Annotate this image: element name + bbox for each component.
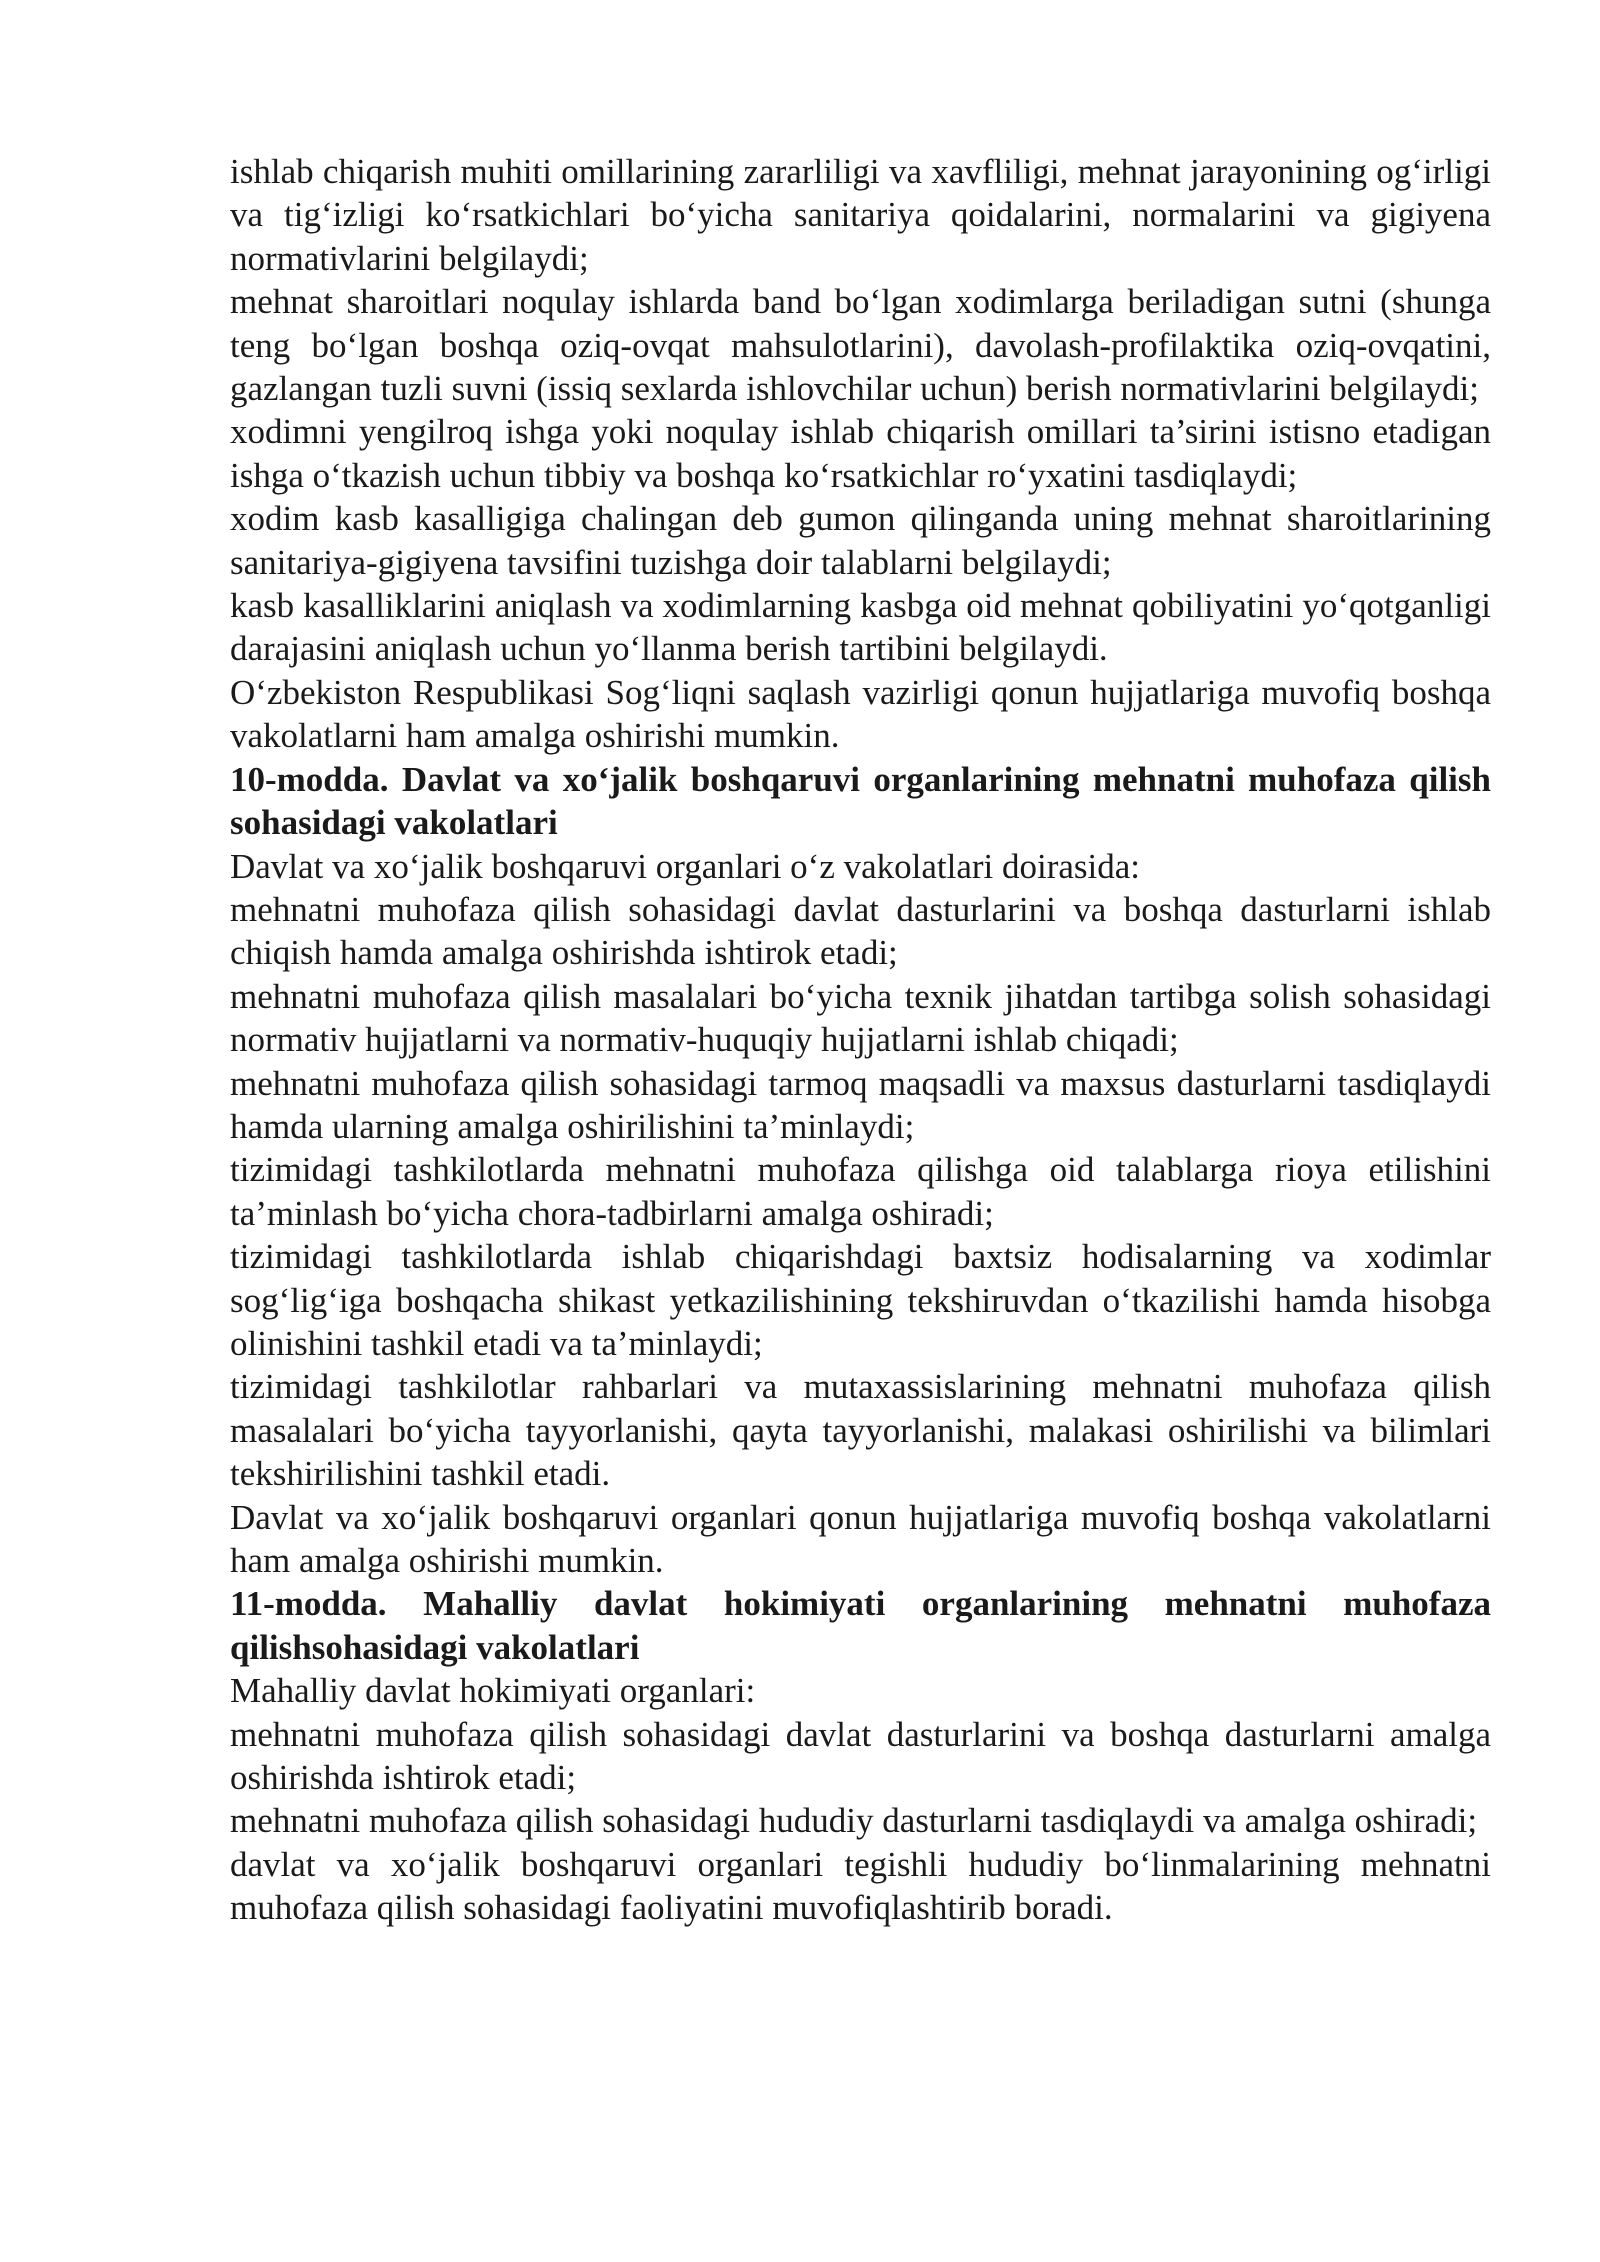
paragraph: davlat va xo‘jalik boshqaruvi organlari tegishli hududiy bo‘linmalarining mehnatni muhofaza qilish sohasidagi faoliyatini muvofiqlashtirib boradi. <box>230 1844 1491 1928</box>
paragraph: tizimidagi tashkilotlar rahbarlari va mutaxassislarining mehnatni muhofaza qilish masalalari bo‘yicha tayyorlanishi, qayta tayyorlanishi, malakasi oshirilishi va bilimlari tekshirilishini tashkil etadi. <box>230 1367 1491 1494</box>
paragraph: xodimni yengilroq ishga yoki noqulay ishlab chiqarish omillari ta’sirini istisno etadigan ishga o‘tkazish uchun tibbiy va boshqa ko‘rsatkichlar ro‘yxatini tasdiqlaydi; <box>230 412 1491 495</box>
paragraph: xodim kasb kasalligiga chalingan deb gumon qilinganda uning mehnat sharoitlarining sanitariya-gigiyena tavsifini tuzishga doir talablarni belgilaydi; <box>230 499 1491 582</box>
paragraph: kasb kasalliklarini aniqlash va xodimlarning kasbga oid mehnat qobiliyatini yo‘qotganligi darajasini aniqlash uchun yo‘llanma berish tartibini belgilaydi. <box>230 586 1491 669</box>
paragraph: tizimidagi tashkilotlarda mehnatni muhofaza qilishga oid talablarga rioya etilishini ta’minlash bo‘yicha chora-tadbirlarni amalga oshiradi; <box>230 1150 1491 1233</box>
paragraph: mehnatni muhofaza qilish sohasidagi davlat dasturlarini va boshqa dasturlarni ishlab chiqish hamda amalga oshirishda ishtirok etadi; <box>230 889 1491 973</box>
paragraph: mehnatni muhofaza qilish sohasidagi hududiy dasturlarni tasdiqlaydi va amalga oshiradi; <box>230 1801 1478 1841</box>
paragraph: O‘zbekiston Respublikasi Sog‘liqni saqlash vazirligi qonun hujjatlariga muvofiq boshqa vakolatlarni ham amalga oshirishi mumkin. <box>230 672 1491 756</box>
paragraph: mehnatni muhofaza qilish masalalari bo‘yicha texnik jihatdan tartibga solish sohasidagi normativ hujjatlarni va normativ-huquqiy hujjatlarni ishlab chiqadi; <box>230 976 1491 1060</box>
article-11-heading: 11-modda. Mahalliy davlat hokimiyati organlarining mehnatni muhofaza qilishsohasidagi vakolatlari <box>230 1584 1491 1667</box>
paragraph: Mahalliy davlat hokimiyati organlari: <box>230 1671 756 1711</box>
article-10-heading: 10-modda. Davlat va xo‘jalik boshqaruvi organlarining mehnatni muhofaza qilish sohasidagi vakolatlari <box>230 759 1491 843</box>
paragraph: mehnatni muhofaza qilish sohasidagi davlat dasturlarini va boshqa dasturlarni amalga oshirishda ishtirok etadi; <box>230 1714 1491 1798</box>
paragraph: tizimidagi tashkilotlarda ishlab chiqarishdagi baxtsiz hodisalarning va xodimlar sog‘lig‘iga boshqacha shikast yetkazilishining tekshiruvdan o‘tkazilishi hamda hisobga olinishini tashkil etadi va ta’minlaydi; <box>230 1237 1491 1363</box>
paragraph: Davlat va xo‘jalik boshqaruvi organlari o‘z vakolatlari doirasida: <box>230 846 1141 886</box>
document-page <box>230 150 1491 1930</box>
paragraph: mehnatni muhofaza qilish sohasidagi tarmoq maqsadli va maxsus dasturlarni tasdiqlaydi hamda ularning amalga oshirilishini ta’minlaydi; <box>230 1063 1491 1146</box>
paragraph: Davlat va xo‘jalik boshqaruvi organlari qonun hujjatlariga muvofiq boshqa vakolatlarni ham amalga oshirishi mumkin. <box>230 1497 1491 1580</box>
paragraph: mehnat sharoitlari noqulay ishlarda band bo‘lgan xodimlarga beriladigan sutni (shunga teng bo‘lgan boshqa oziq-ovqat mahsulotlarini), davolash-profilaktika oziq-ovqatini, gazlangan tuzli suvni (issiq sexlarda ishlovchilar uchun) berish normativlarini belgilaydi; <box>230 282 1491 409</box>
paragraph: ishlab chiqarish muhiti omillarining zararliligi va xavfliligi, mehnat jarayonining og‘irligi va tig‘izligi ko‘rsatkichlari bo‘yicha sanitariya qoidalarini, normalarini va gigiyena normativlarini belgilaydi; <box>230 152 1491 278</box>
